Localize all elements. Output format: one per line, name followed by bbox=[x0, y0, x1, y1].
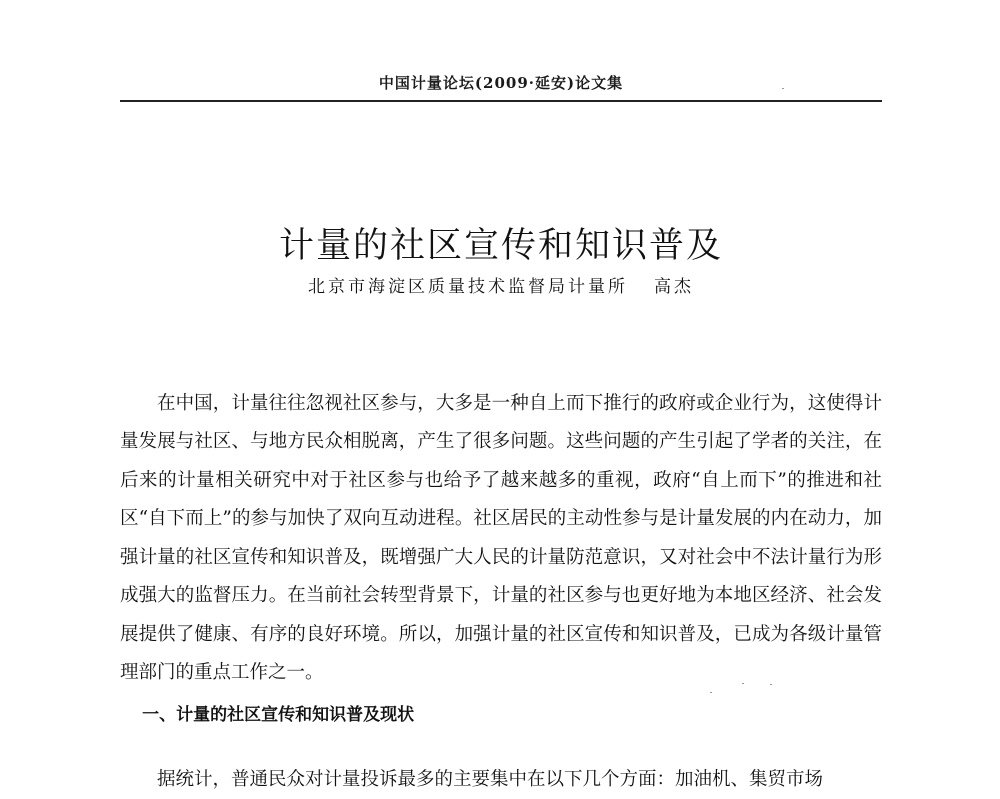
scan-speck bbox=[742, 683, 744, 684]
author-affiliation: 北京市海淀区质量技术监督局计量所 bbox=[308, 277, 628, 297]
byline bbox=[120, 272, 882, 297]
scan-speck bbox=[710, 692, 712, 693]
running-header: 中国计量论坛(2009·延安)论文集 bbox=[120, 72, 882, 93]
scan-speck bbox=[782, 88, 784, 89]
author-name: 高杰 bbox=[654, 277, 694, 297]
article-title: 计量的社区宣传和知识普及 bbox=[120, 218, 882, 268]
scan-speck bbox=[770, 684, 772, 685]
section-heading: 一、计量的社区宣传和知识普及现状 bbox=[120, 700, 882, 725]
header-rule bbox=[120, 100, 882, 102]
paragraph-intro: 在中国，计量往往忽视社区参与，大多是一种自上而下推行的政府或企业行为，这使得计量发展与社区、与地方民众相脱离，产生了很多问题。这些问题的产生引起了学者的关注，在后来的计量相关研究中对于社区参与也给予了越来越多的重视，政府“自上而下”的推进和社区“自下而上”的参与加快了双向互动进程。社区居民的主动性参与是计量发展的内在动力，加强计量的社区宣传和知识普及，既增强广大人民的计量防范意识，又对社会中不法计量行为形成强大的监督压力。在当前社会转型背景下，计量的社区参与也更好地为本地区经济、社会发展提供了健康、有序的良好环境。所以，加强计量的社区宣传和知识普及，已成为各级计量管理部门的重点工作之一。 bbox=[120, 385, 882, 693]
paragraph-partial: 据统计，普通民众对计量投诉最多的主要集中在以下几个方面：加油机、集贸市场 bbox=[120, 761, 882, 799]
